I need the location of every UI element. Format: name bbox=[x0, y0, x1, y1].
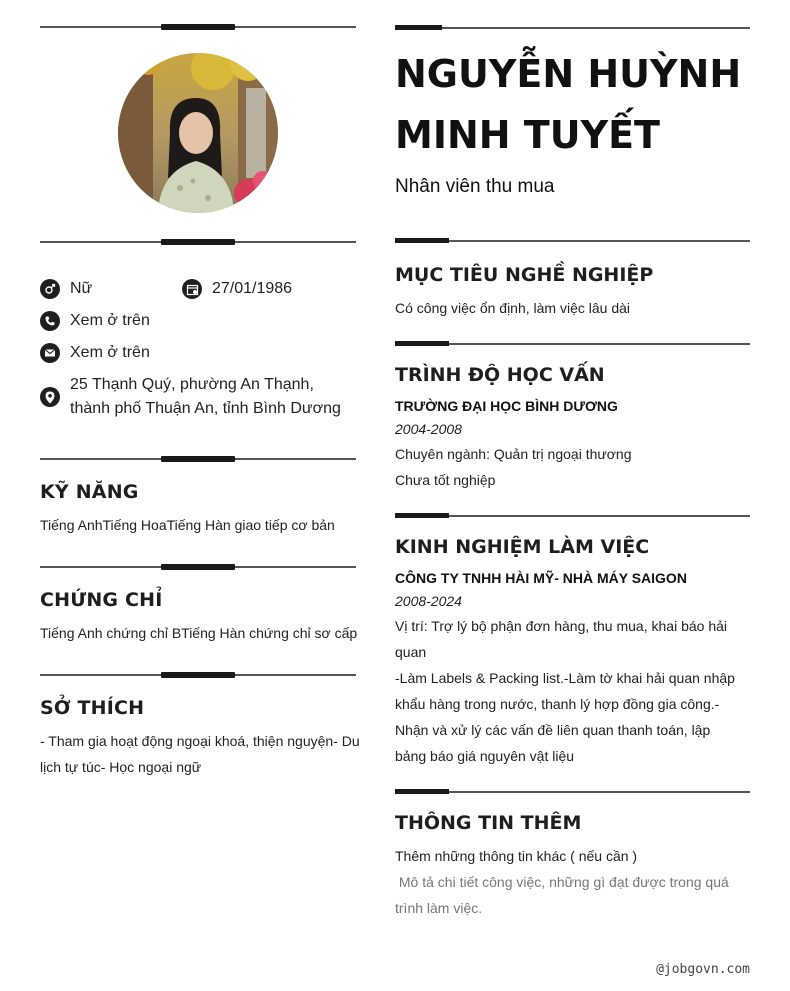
email-row bbox=[40, 341, 150, 365]
education-school: TRƯỜNG ĐẠI HỌC BÌNH DƯƠNG bbox=[395, 398, 618, 414]
hobbies-title: SỞ THÍCH bbox=[40, 697, 145, 719]
phone-value: Xem ở trên bbox=[70, 312, 150, 329]
watermark: @jobgovn.com bbox=[656, 962, 750, 977]
gender-icon bbox=[40, 279, 60, 299]
additional-line2: Mô tả chi tiết công việc, những gì đạt được trong quá trình làm việc. bbox=[395, 874, 733, 916]
experience-period: 2008-2024 bbox=[395, 593, 462, 609]
divider-objective bbox=[395, 238, 750, 243]
skills-title: KỸ NĂNG bbox=[40, 481, 139, 503]
experience-description: -Làm Labels & Packing list.-Làm tờ khai hải quan nhập khẩu hàng trong nước, thanh lý hợp đồng gia công.-Nhận và xử lý các vấn đề liên quan thanh toán, lập bảng báo giá nguyên vật liệu bbox=[395, 670, 735, 764]
experience-title: KINH NGHIỆM LÀM VIỆC bbox=[395, 536, 650, 558]
email-value: Xem ở trên bbox=[70, 344, 150, 361]
experience-position: Vị trí: Trợ lý bộ phận đơn hàng, thu mua, khai báo hải quan bbox=[395, 618, 728, 660]
additional-line1: Thêm những thông tin khác ( nếu cần ) bbox=[395, 848, 638, 864]
skills-text: Tiếng AnhTiếng HoaTiếng Hàn giao tiếp cơ bản bbox=[40, 517, 335, 533]
divider-after-avatar bbox=[40, 239, 356, 245]
education-title: TRÌNH ĐỘ HỌC VẤN bbox=[395, 364, 605, 386]
calendar-icon bbox=[182, 279, 202, 299]
divider-top-right bbox=[395, 25, 750, 30]
birthdate-row bbox=[182, 277, 292, 301]
education-major: Chuyên ngành: Quản trị ngoại thương bbox=[395, 446, 632, 462]
experience-company: CÔNG TY TNHH HÀI MỸ- NHÀ MÁY SAIGON bbox=[395, 570, 687, 586]
additional-title: THÔNG TIN THÊM bbox=[395, 812, 582, 834]
address-row bbox=[40, 373, 360, 421]
divider-skills bbox=[40, 456, 356, 462]
divider-certificates bbox=[40, 564, 356, 570]
candidate-name: NGUYỄN HUỲNH MINH TUYẾT bbox=[395, 52, 742, 157]
hobbies-text: - Tham gia hoạt động ngoại khoá, thiện nguyện- Du lịch tự túc- Học ngoại ngữ bbox=[40, 733, 360, 775]
location-pin-icon bbox=[40, 387, 60, 407]
divider-additional bbox=[395, 789, 750, 794]
certificates-text: Tiếng Anh chứng chỉ BTiếng Hàn chứng chỉ sơ cấp bbox=[40, 625, 358, 641]
education-period: 2004-2008 bbox=[395, 421, 462, 437]
objective-title: MỤC TIÊU NGHỀ NGHIỆP bbox=[395, 264, 654, 286]
avatar bbox=[118, 53, 278, 213]
phone-row bbox=[40, 309, 150, 333]
divider-hobbies bbox=[40, 672, 356, 678]
divider-experience bbox=[395, 513, 750, 518]
certificates-title: CHỨNG CHỈ bbox=[40, 589, 163, 611]
birthdate-value: 27/01/1986 bbox=[212, 280, 293, 297]
education-status: Chưa tốt nghiệp bbox=[395, 472, 496, 488]
gender-row bbox=[40, 277, 92, 301]
job-title: Nhân viên thu mua bbox=[395, 176, 555, 197]
objective-text: Có công việc ổn định, làm việc lâu dài bbox=[395, 300, 631, 316]
divider-top-left bbox=[40, 24, 356, 30]
divider-education bbox=[395, 341, 750, 346]
address-value: 25 Thạnh Quý, phường An Thạnh, thành phố Thuận An, tỉnh Bình Dương bbox=[70, 376, 341, 417]
gender-value: Nữ bbox=[70, 280, 93, 297]
phone-icon bbox=[40, 311, 60, 331]
email-icon bbox=[40, 343, 60, 363]
